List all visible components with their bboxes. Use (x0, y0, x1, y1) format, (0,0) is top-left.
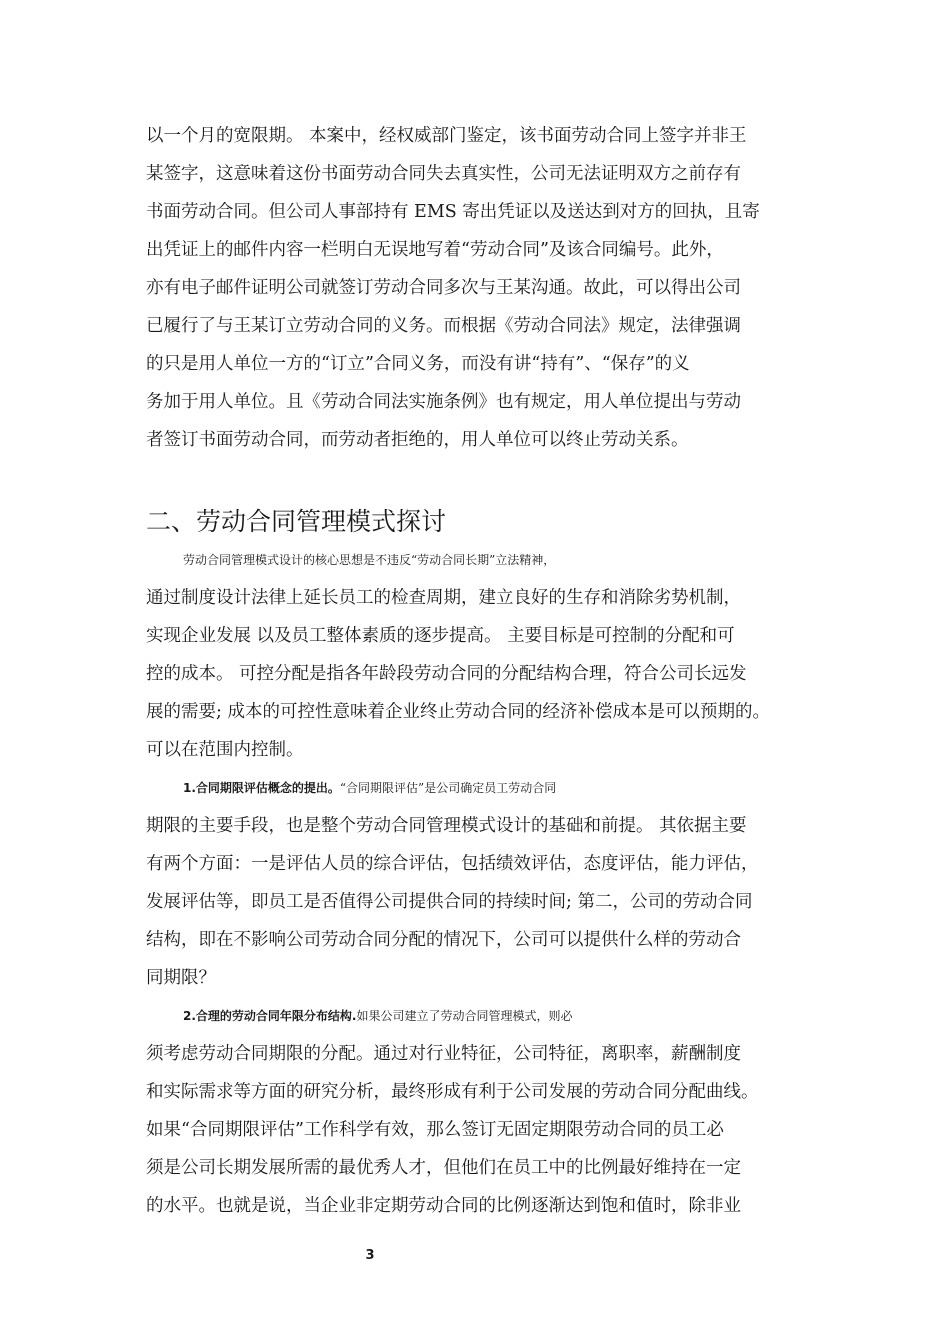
text-line: 可以在范围内控制。 (146, 740, 304, 760)
text-line: 须考虑劳动合同期限的分配。通过对行业特征，公司特征，离职率，薪酬制度 (146, 1044, 741, 1064)
text-line: 书面劳动合同。但公司人事部持有 EMS 寄出凭证以及送达到对方的回执，且寄 (146, 202, 760, 222)
text-line: 亦有电子邮件证明公司就签订劳动合同多次与王某沟通。故此，可以得出公司 (146, 278, 741, 298)
text-line (183, 776, 843, 800)
section-heading: 二、劳动合同管理模式探讨 (146, 507, 447, 536)
text-line: 如果“合同期限评估”工作科学有效，那么签订无固定期限劳动合同的员工必 (146, 1120, 724, 1140)
item-text: 如果公司建立了劳动合同管理模式，则必 (356, 1009, 573, 1023)
item-text: “合同期限评估”是公司确定员工劳动合同 (339, 781, 557, 795)
text-line: 结构，即在不影响公司劳动合同分配的情况下，公司可以提供什么样的劳动合 (146, 930, 741, 950)
text-line: 出凭证上的邮件内容一栏明白无误地写着“劳动合同”及该合同编号。此外， (146, 240, 724, 260)
page-number: 3 (365, 1248, 375, 1263)
item-title: 2.合理的劳动合同年限分布结构. (183, 1009, 357, 1023)
text-line: 须是公司长期发展所需的最优秀人才，但他们在员工中的比例最好维持在一定 (146, 1158, 741, 1178)
text-line: 务加于用人单位。且《劳动合同法实施条例》也有规定，用人单位提出与劳动 (146, 392, 741, 412)
text-line: 期限的主要手段，也是整个劳动合同管理模式设计的基础和前提。 其依据主要 (146, 816, 747, 836)
text-line: 通过制度设计法律上延长员工的检查周期，建立良好的生存和消除劣势机制， (146, 588, 741, 608)
text-line: 控的成本。 可控分配是指各年龄段劳动合同的分配结构合理，符合公司长远发 (146, 664, 747, 684)
text-line: 发展评估等，即员工是否值得公司提供合同的持续时间; 第二，公司的劳动合同 (146, 892, 753, 912)
text-line: 展的需要; 成本的可控性意味着企业终止劳动合同的经济补偿成本是可以预期的。 (146, 702, 770, 722)
text-line: 已履行了与王某订立劳动合同的义务。而根据《劳动合同法》规定，法律强调 (146, 316, 741, 336)
text-line: 有两个方面：一是评估人员的综合评估，包括绩效评估，态度评估，能力评估， (146, 854, 759, 874)
text-line: 的只是用人单位一方的“订立”合同义务，而没有讲“持有”、“保存”的义 (146, 354, 690, 374)
text-line: 和实际需求等方面的研究分析，最终形成有利于公司发展的劳动合同分配曲线。 (146, 1082, 759, 1102)
item-title: 1.合同期限评估概念的提出。 (183, 781, 340, 795)
text-line: 以一个月的宽限期。 本案中，经权威部门鉴定，该书面劳动合同上签字并非王 (146, 126, 747, 146)
text-line: 同期限？ (146, 968, 216, 988)
text-line: 劳动合同管理模式设计的核心思想是不违反“劳动合同长期”立法精神， (183, 553, 556, 567)
text-line: 者签订书面劳动合同，而劳动者拒绝的，用人单位可以终止劳动关系。 (146, 430, 689, 450)
text-line: 实现企业发展 以及员工整体素质的逐步提高。 主要目标是可控制的分配和可 (146, 626, 735, 646)
text-line (183, 1004, 843, 1028)
text-line: 某签字，这意味着这份书面劳动合同失去真实性，公司无法证明双方之前存有 (146, 164, 741, 184)
text-line: 的水平。也就是说，当企业非定期劳动合同的比例逐渐达到饱和值时，除非业 (146, 1196, 741, 1216)
